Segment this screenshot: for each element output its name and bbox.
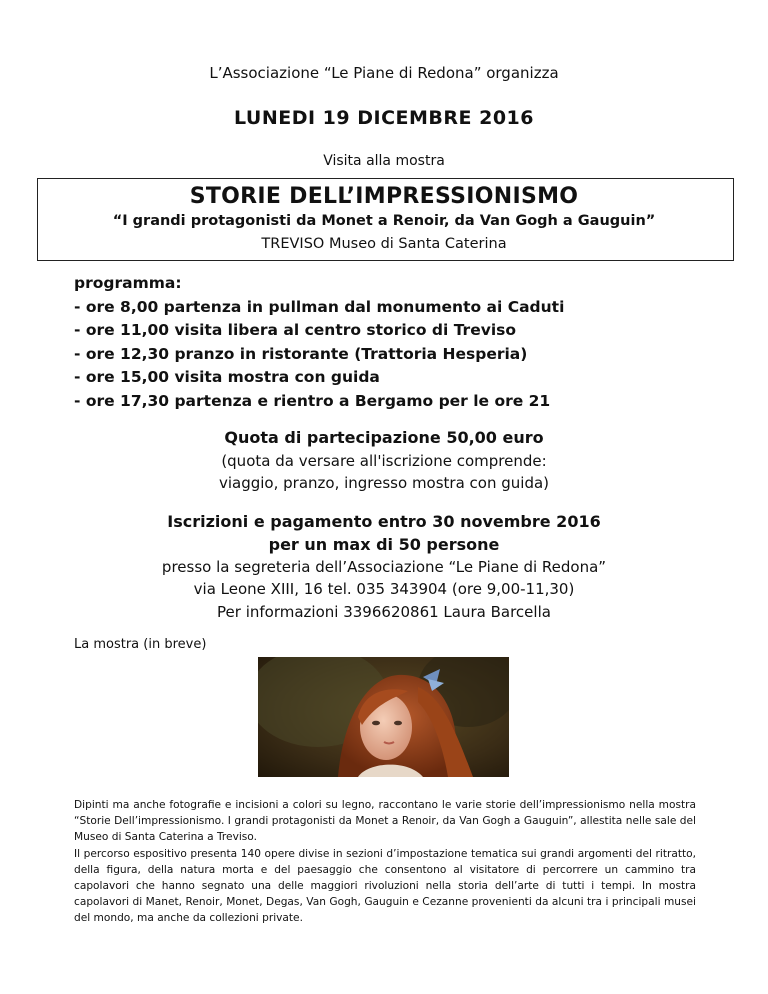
registration-info: Per informazioni 3396620861 Laura Barcella <box>217 603 551 621</box>
description-paragraph: Il percorso espositivo presenta 140 opere divise in sezioni d’impostazione tematica sui grandi argomenti del ritratto, della figura, della natura morta e del paesaggio che consentono al visitatore di percorrere un cammino tra capolavori che hanno segnato una delle maggiori rivoluzioni nella storia dell’arte di tutti i tempi. In mostra capolavori di Manet, Renoir, Monet, Degas, Van Gogh, Gauguin e Cezanne provenienti da alcuni tra i principali musei del mondo, ma anche da collezioni private. <box>74 847 696 925</box>
fee-title: Quota di partecipazione 50,00 euro <box>224 428 544 447</box>
program-item: - ore 8,00 partenza in pullman dal monumento ai Caduti <box>74 297 565 316</box>
program-item: - ore 11,00 visita libera al centro storico di Treviso <box>74 321 517 339</box>
registration-place: presso la segreteria dell’Associazione “Le Piane di Redona” <box>161 558 607 576</box>
exhibit-description <box>74 797 696 927</box>
exhibit-title: STORIE DELL’IMPRESSIONISMO <box>189 184 579 209</box>
registration-address: via Leone XIII, 16 tel. 035 343904 (ore 9,00-11,30) <box>193 580 575 598</box>
program-item: - ore 12,30 pranzo in ristorante (Trattoria Hesperia) <box>74 344 528 363</box>
brief-label: La mostra (in breve) <box>74 637 207 652</box>
event-date: LUNEDI 19 DICEMBRE 2016 <box>233 107 534 129</box>
registration-deadline: Iscrizioni e pagamento entro 30 novembre 2016 <box>167 512 601 531</box>
program-item: - ore 15,00 visita mostra con guida <box>74 368 380 386</box>
registration-max: per un max di 50 persone <box>268 535 500 554</box>
visit-line: Visita alla mostra <box>323 153 445 169</box>
program-list <box>74 272 734 413</box>
description-paragraph: Dipinti ma anche fotografie e incisioni a colori su legno, raccontano le varie storie dell’impressionismo nella mostra “Storie Dell’impressionismo. I grandi protagonisti da Monet a Renoir, da Van Gogh a Gauguin”, allestita nelle sale del Museo di Santa Caterina a Treviso. <box>74 799 696 844</box>
exhibit-subtitle: “I grandi protagonisti da Monet a Renoir, da Van Gogh a Gauguin” <box>112 213 656 229</box>
exhibit-venue: TREVISO Museo di Santa Caterina <box>261 236 507 252</box>
organizer-line: L’Associazione “Le Piane di Redona” organizza <box>209 64 559 82</box>
program-heading: programma: <box>74 274 182 292</box>
fee-note: viaggio, pranzo, ingresso mostra con guida) <box>218 474 550 492</box>
painting-image <box>258 657 509 777</box>
program-item: - ore 17,30 partenza e rientro a Bergamo per le ore 21 <box>74 391 551 410</box>
fee-note: (quota da versare all'iscrizione comprende: <box>221 452 547 470</box>
